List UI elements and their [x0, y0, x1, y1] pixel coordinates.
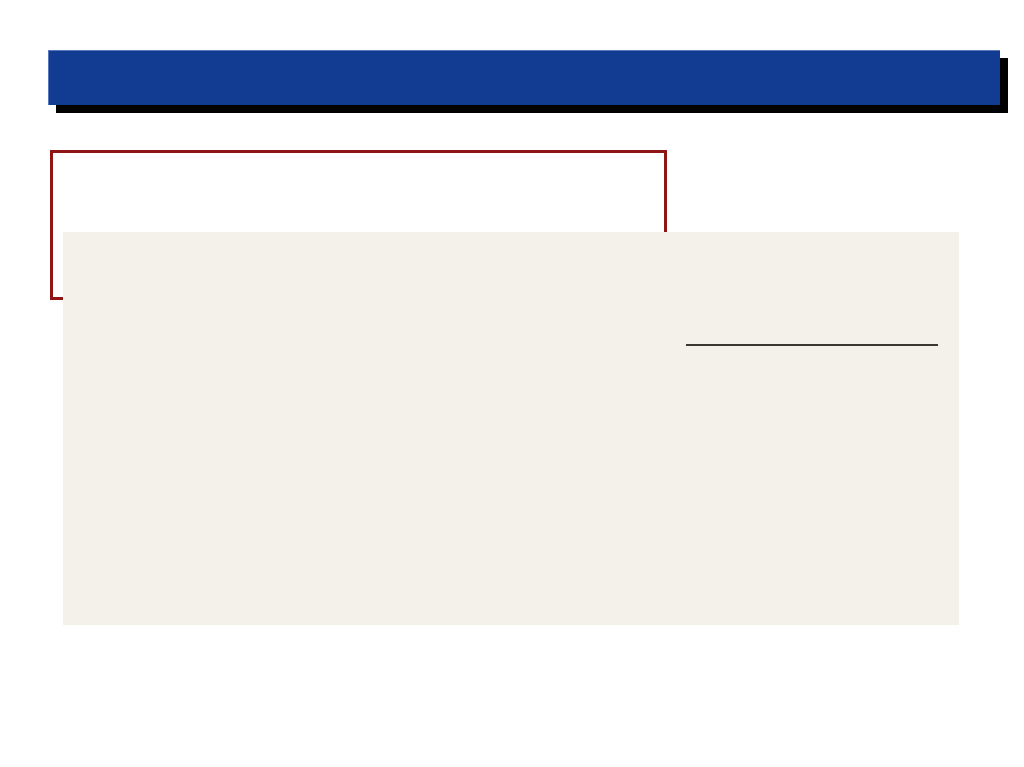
adjustment-header-divider	[686, 344, 938, 346]
illustration-panel	[63, 232, 959, 625]
slide-title-bar	[48, 50, 1000, 105]
